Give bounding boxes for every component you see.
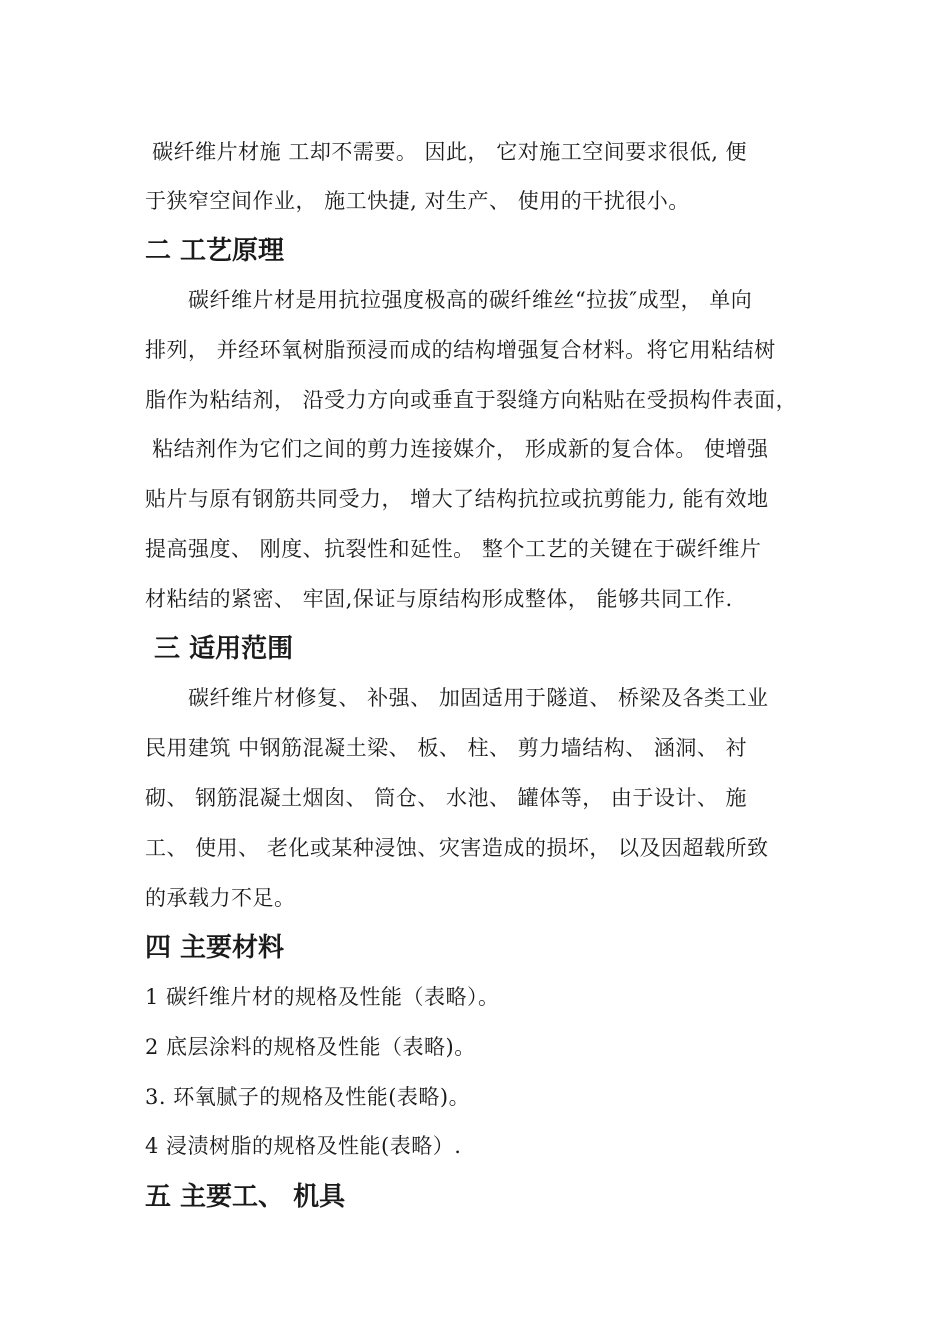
list-item: 4 浸渍树脂的规格及性能(表略）. [145, 1134, 462, 1158]
section-heading: 二 工艺原理 [145, 236, 285, 266]
section-heading: 四 主要材料 [145, 933, 285, 963]
body-text-line: 排列， 并经环氧树脂预浸而成的结构增强复合材料。将它用粘结树 [145, 338, 776, 362]
body-text-line: 于狭窄空间作业， 施工快捷, 对生产、 使用的干扰很小。 [145, 189, 690, 213]
body-text-line: 贴片与原有钢筋共同受力， 增大了结构抗拉或抗剪能力, 能有效地 [145, 487, 769, 511]
body-text-line: 提高强度、 刚度、抗裂性和延性。 整个工艺的关键在于碳纤维片 [145, 537, 762, 561]
section-heading: 五 主要工、 机具 [145, 1182, 346, 1212]
body-text-line: 碳纤维片材修复、 补强、 加固适用于隧道、 桥梁及各类工业 [145, 686, 769, 710]
list-item: 2 底层涂料的规格及性能（表略)。 [145, 1035, 476, 1059]
body-text-line: 砌、 钢筋混凝土烟囱、 筒仓、 水池、 罐体等， 由于设计、 施 [145, 786, 748, 810]
body-text-line: 民用建筑 中钢筋混凝土梁、 板、 柱、 剪力墙结构、 涵洞、 衬 [145, 736, 748, 760]
list-item: 1 碳纤维片材的规格及性能（表略）。 [145, 985, 500, 1009]
body-text-line: 的承载力不足。 [145, 886, 296, 910]
body-text-line: 碳纤维片材施 工却不需要。 因此， 它对施工空间要求很低, 便 [145, 140, 748, 164]
list-item: 3. 环氧腻子的规格及性能(表略)。 [145, 1085, 471, 1109]
section-heading: 三 适用范围 [145, 634, 294, 664]
body-text-line: 工、 使用、 老化或某种浸蚀、灾害造成的损坏， 以及因超载所致 [145, 836, 769, 860]
body-text-line: 碳纤维片材是用抗拉强度极高的碳纤维丝“拉拔″成型， 单向 [145, 288, 753, 312]
body-text-line: 脂作为粘结剂， 沿受力方向或垂直于裂缝方向粘贴在受损构件表面， [145, 388, 798, 412]
body-text-line: 材粘结的紧密、 牢固,保证与原结构形成整体， 能够共同工作. [145, 587, 733, 611]
body-text-line: 粘结剂作为它们之间的剪力连接媒介， 形成新的复合体。 使增强 [145, 437, 769, 461]
